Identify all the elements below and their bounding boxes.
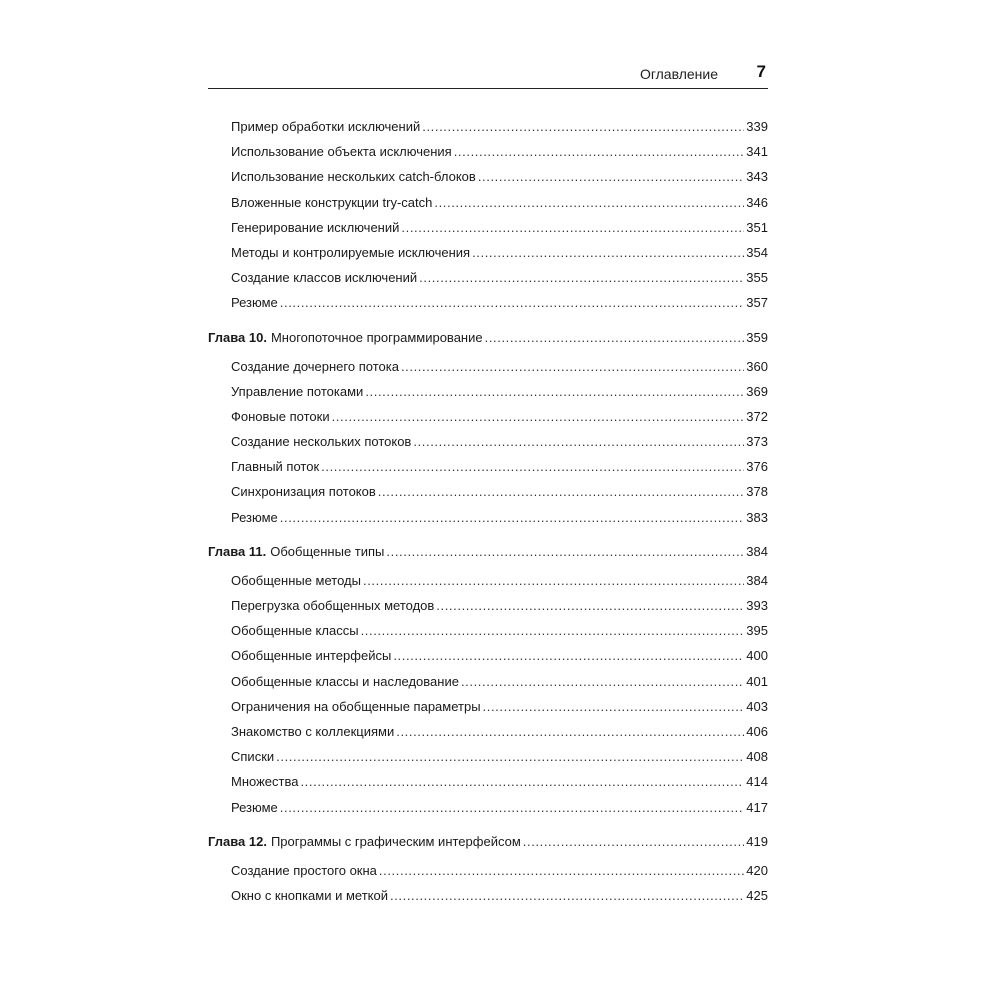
toc-entry-text: Обобщенные методы	[231, 572, 361, 588]
toc-entry-text: Окно с кнопками и меткой	[231, 887, 388, 903]
toc-section-entry	[208, 795, 768, 820]
toc-entry-text: Синхронизация потоков	[231, 484, 376, 500]
chapter-label: Глава 11.	[208, 543, 267, 559]
dot-leader	[472, 240, 744, 265]
toc-section-entry	[208, 568, 768, 593]
dot-leader	[321, 454, 744, 479]
toc-section-entry	[208, 404, 768, 429]
toc-entry-text: Программы с графическим интерфейсом	[270, 833, 521, 849]
toc-entry-title	[208, 325, 483, 351]
toc-entry-title	[231, 858, 377, 883]
toc-page-number: 373	[746, 434, 768, 450]
dot-leader	[434, 190, 744, 215]
dot-leader	[419, 265, 744, 290]
dot-leader	[422, 114, 744, 139]
toc-section-entry	[208, 114, 768, 139]
toc-entry-title	[231, 744, 274, 769]
toc-section-entry	[208, 240, 768, 265]
toc-entry-title	[231, 719, 394, 744]
toc-page-number: 354	[746, 244, 768, 260]
toc-section-entry	[208, 479, 768, 504]
dot-leader	[363, 568, 744, 593]
toc-entry-text: Использование нескольких catch-блоков	[231, 169, 476, 185]
dot-leader	[436, 593, 744, 618]
toc-entry-text: Перегрузка обобщенных методов	[231, 598, 435, 613]
toc-entry-title	[231, 240, 470, 265]
toc-section-entry	[208, 593, 768, 618]
toc-entry-title	[231, 479, 376, 504]
toc-entry-title	[231, 354, 399, 379]
toc-entry-title	[231, 164, 476, 189]
dot-leader	[378, 479, 744, 504]
toc-entry-text: Резюме	[231, 799, 278, 815]
toc-entry-title	[231, 215, 399, 240]
toc-page-number: 360	[746, 358, 768, 374]
dot-leader	[401, 215, 744, 240]
toc-section-entry	[208, 505, 768, 530]
toc-section-entry	[208, 454, 768, 479]
toc-entry-title	[231, 190, 432, 215]
dot-leader	[478, 164, 744, 189]
toc-page-number: 419	[746, 833, 768, 849]
toc-entry-title	[231, 505, 278, 530]
toc-page-number: 346	[746, 194, 768, 210]
toc-entry-text: Резюме	[231, 509, 278, 525]
toc-page-number: 395	[746, 623, 768, 639]
dot-leader	[280, 795, 744, 820]
toc-page-number: 393	[746, 598, 768, 613]
chapter-label: Глава 10.	[208, 329, 267, 345]
toc-chapter-entry	[208, 325, 768, 351]
toc-entry-title	[231, 618, 359, 643]
toc-page-number: 383	[746, 509, 768, 525]
toc-page-number: 425	[746, 887, 768, 903]
header-title: Оглавление	[639, 66, 718, 82]
toc-entry-text: Обобщенные типы	[270, 543, 385, 559]
toc-section-entry	[208, 719, 768, 744]
dot-leader	[276, 744, 744, 769]
toc-page-number: 384	[746, 572, 768, 588]
toc-page-number: 355	[746, 270, 768, 286]
dot-leader	[280, 290, 744, 315]
dot-leader	[361, 618, 744, 643]
toc-section-entry	[208, 429, 768, 454]
toc-page-number: 403	[746, 698, 768, 714]
toc-section-entry	[208, 164, 768, 189]
toc-page-number: 372	[746, 408, 768, 424]
dot-leader	[393, 643, 744, 668]
toc-entry-title	[231, 290, 278, 315]
toc-page-number: 401	[746, 673, 768, 689]
toc-chapter-entry	[208, 829, 768, 855]
toc-entry-text: Главный поток	[231, 459, 320, 475]
toc-entry-title	[231, 379, 363, 404]
toc-page-number: 339	[746, 119, 768, 134]
toc-section-entry	[208, 215, 768, 240]
toc-section-entry	[208, 290, 768, 315]
toc-page-number: 400	[746, 648, 768, 664]
toc-entry-text: Знакомство с коллекциями	[231, 723, 395, 739]
table-of-contents	[208, 114, 768, 908]
toc-section-entry	[208, 643, 768, 668]
toc-entry-text: Обобщенные классы	[231, 623, 359, 639]
dot-leader	[300, 769, 744, 794]
toc-entry-title	[231, 139, 452, 164]
dot-leader	[332, 404, 744, 429]
toc-entry-text: Ограничения на обобщенные параметры	[231, 698, 481, 714]
toc-entry-text: Многопоточное программирование	[270, 329, 483, 345]
toc-section-entry	[208, 139, 768, 164]
dot-leader	[523, 829, 744, 855]
chapter-label: Глава 12.	[208, 833, 267, 849]
toc-section-entry	[208, 858, 768, 883]
toc-section-entry	[208, 669, 768, 694]
toc-section-entry	[208, 190, 768, 215]
header-page-number: 7	[756, 62, 766, 81]
toc-entry-text: Списки	[231, 749, 275, 765]
toc-entry-title	[231, 643, 391, 668]
toc-section-entry	[208, 883, 768, 908]
toc-entry-text: Использование объекта исключения	[231, 144, 452, 160]
toc-section-entry	[208, 744, 768, 769]
toc-page-number: 357	[746, 295, 768, 311]
toc-entry-title	[231, 795, 278, 820]
dot-leader	[365, 379, 744, 404]
toc-section-entry	[208, 694, 768, 719]
toc-section-entry	[208, 379, 768, 404]
dot-leader	[483, 694, 744, 719]
toc-entry-text: Вложенные конструкции try-catch	[231, 194, 433, 210]
dot-leader	[485, 325, 744, 351]
toc-section-entry	[208, 618, 768, 643]
toc-page-number: 414	[746, 774, 768, 790]
dot-leader	[386, 539, 744, 565]
toc-entry-text: Создание классов исключений	[231, 270, 418, 286]
toc-entry-title	[208, 539, 384, 565]
toc-section-entry	[208, 354, 768, 379]
toc-entry-title	[231, 429, 411, 454]
dot-leader	[390, 883, 744, 908]
toc-entry-text: Создание дочернего потока	[231, 358, 399, 374]
toc-page-number: 378	[746, 484, 768, 500]
toc-entry-title	[231, 404, 330, 429]
toc-entry-title	[231, 568, 361, 593]
toc-entry-text: Создание нескольких потоков	[231, 434, 412, 450]
dot-leader	[454, 139, 744, 164]
toc-entry-title	[231, 769, 298, 794]
toc-entry-title	[231, 593, 434, 618]
toc-entry-text: Пример обработки исключений	[231, 119, 421, 134]
toc-entry-text: Фоновые потоки	[231, 408, 330, 424]
toc-page-number: 351	[746, 219, 768, 235]
toc-page-number: 369	[746, 383, 768, 399]
toc-entry-title	[231, 883, 388, 908]
toc-entry-title	[231, 694, 481, 719]
toc-page-number: 408	[746, 749, 768, 765]
toc-page-number: 406	[746, 723, 768, 739]
toc-page-number: 343	[746, 169, 768, 185]
toc-entry-text: Резюме	[231, 295, 278, 311]
toc-entry-title	[231, 114, 420, 139]
toc-entry-title	[208, 829, 521, 855]
toc-chapter-entry	[208, 539, 768, 565]
dot-leader	[413, 429, 744, 454]
dot-leader	[401, 354, 744, 379]
dot-leader	[396, 719, 744, 744]
toc-page-number: 359	[746, 329, 768, 345]
dot-leader	[379, 858, 744, 883]
dot-leader	[280, 505, 744, 530]
toc-section-entry	[208, 265, 768, 290]
toc-entry-title	[231, 454, 319, 479]
toc-page-number: 341	[746, 144, 768, 160]
dot-leader	[461, 669, 744, 694]
toc-page-number: 420	[746, 862, 768, 878]
toc-page-number: 417	[746, 799, 768, 815]
toc-entry-title	[231, 265, 417, 290]
toc-entry-text: Управление потоками	[231, 383, 364, 399]
toc-section-entry	[208, 769, 768, 794]
toc-entry-text: Генерирование исключений	[231, 219, 400, 235]
running-header	[208, 62, 768, 89]
toc-entry-text: Обобщенные интерфейсы	[231, 648, 392, 664]
toc-entry-text: Методы и контролируемые исключения	[231, 244, 471, 260]
toc-entry-text: Обобщенные классы и наследование	[231, 673, 459, 689]
toc-page-number: 376	[746, 459, 768, 475]
toc-page-number: 384	[746, 543, 768, 559]
toc-entry-title	[231, 669, 459, 694]
toc-entry-text: Множества	[231, 774, 299, 790]
toc-entry-text: Создание простого окна	[231, 862, 377, 878]
